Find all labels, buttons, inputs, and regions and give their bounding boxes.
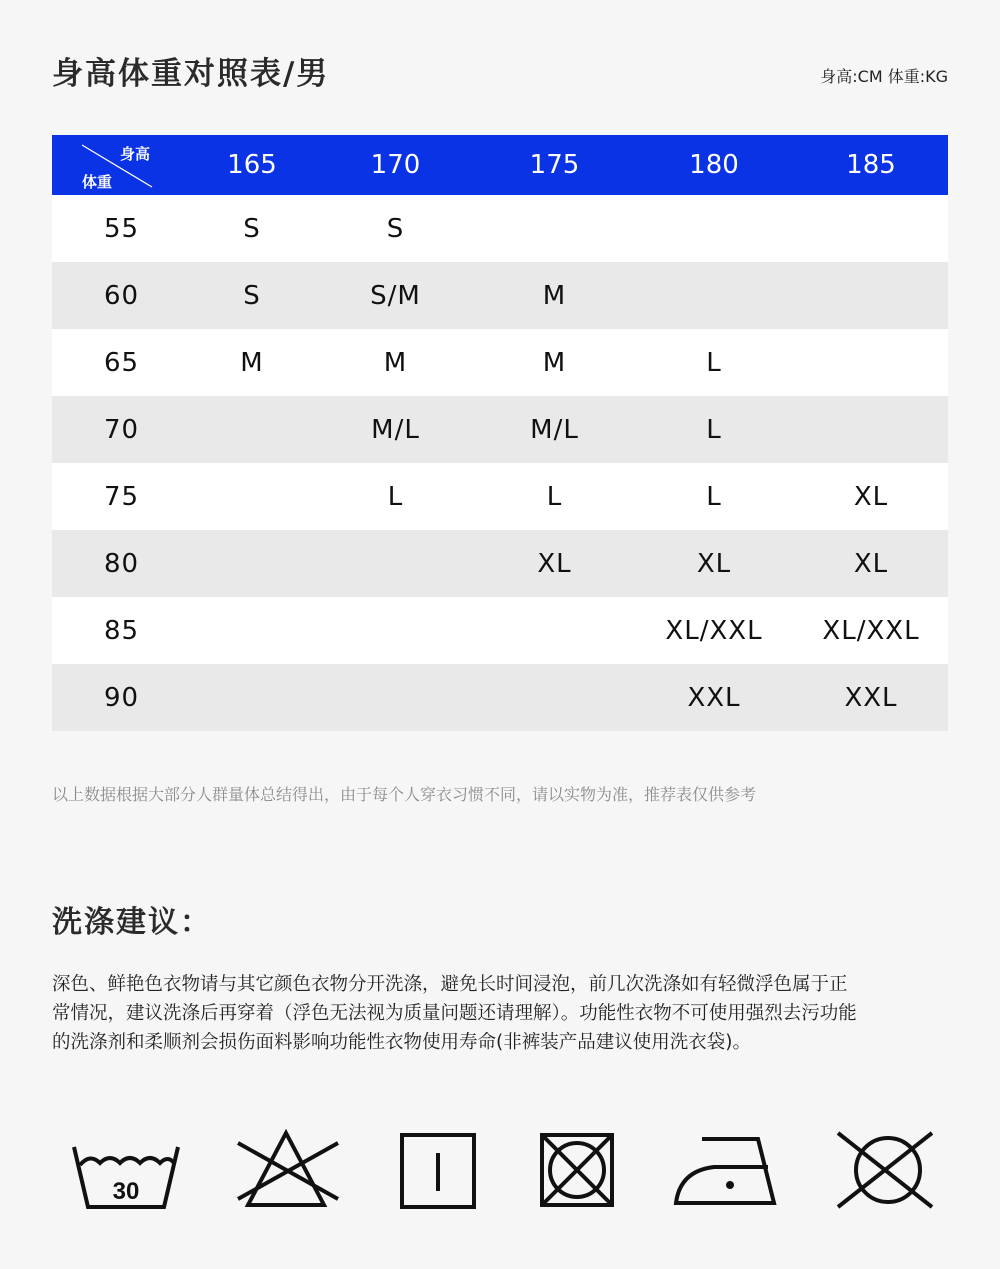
table-row bbox=[52, 195, 948, 262]
size-cell bbox=[188, 530, 316, 597]
care-icons bbox=[52, 1125, 948, 1225]
size-cell: M bbox=[475, 329, 634, 396]
size-cell: L bbox=[634, 396, 794, 463]
height-header: 185 bbox=[794, 135, 948, 195]
size-cell bbox=[794, 329, 948, 396]
washing-text-line: 的洗涤剂和柔顺剂会损伤面料影响功能性衣物使用寿命(非裤装产品建议使用洗衣袋)。 bbox=[52, 1032, 751, 1053]
size-cell bbox=[188, 664, 316, 731]
table-header-row bbox=[52, 135, 948, 195]
wash-30-icon bbox=[70, 1125, 190, 1215]
washing-title: 洗涤建议： bbox=[52, 905, 212, 940]
weight-cell: 55 bbox=[52, 195, 188, 262]
size-cell: XXL bbox=[794, 664, 948, 731]
table-row bbox=[52, 664, 948, 731]
height-header: 180 bbox=[634, 135, 794, 195]
table-row bbox=[52, 396, 948, 463]
no-dry-clean-icon bbox=[828, 1125, 948, 1215]
size-cell: XL bbox=[634, 530, 794, 597]
height-axis-label: 身高 bbox=[120, 145, 151, 163]
size-cell bbox=[634, 262, 794, 329]
table-row bbox=[52, 597, 948, 664]
no-bleach-icon bbox=[232, 1125, 352, 1215]
iron-low-icon bbox=[670, 1125, 790, 1215]
size-cell: S/M bbox=[316, 262, 475, 329]
height-header: 175 bbox=[475, 135, 634, 195]
size-cell: S bbox=[316, 195, 475, 262]
size-cell: M bbox=[475, 262, 634, 329]
size-cell bbox=[475, 195, 634, 262]
size-cell bbox=[188, 597, 316, 664]
washing-text-line: 深色、鲜艳色衣物请与其它颜色衣物分开洗涤，避免长时间浸泡，前几次洗涤如有轻微浮色属于正 bbox=[52, 974, 848, 995]
no-tumble-dry-icon bbox=[518, 1125, 638, 1215]
weight-cell: 90 bbox=[52, 664, 188, 731]
size-cell bbox=[188, 396, 316, 463]
size-cell: L bbox=[475, 463, 634, 530]
size-cell: L bbox=[316, 463, 475, 530]
size-cell bbox=[188, 463, 316, 530]
washing-text bbox=[52, 970, 952, 1057]
washing-text-line: 常情况，建议洗涤后再穿着（浮色无法视为质量问题还请理解）。功能性衣物不可使用强烈去污功能 bbox=[52, 1003, 857, 1024]
size-cell: S bbox=[188, 195, 316, 262]
weight-cell: 80 bbox=[52, 530, 188, 597]
size-cell: XL/XXL bbox=[634, 597, 794, 664]
size-cell bbox=[794, 396, 948, 463]
size-cell bbox=[475, 597, 634, 664]
table-row bbox=[52, 262, 948, 329]
table-row bbox=[52, 463, 948, 530]
wash-temp-label: 30 bbox=[112, 1178, 140, 1205]
size-cell: M bbox=[188, 329, 316, 396]
size-cell: L bbox=[634, 463, 794, 530]
size-cell: XL bbox=[794, 530, 948, 597]
size-cell: XL/XXL bbox=[794, 597, 948, 664]
size-cell bbox=[475, 664, 634, 731]
size-chart-table bbox=[52, 135, 948, 731]
height-header: 165 bbox=[188, 135, 316, 195]
height-header: 170 bbox=[316, 135, 475, 195]
size-cell: XXL bbox=[634, 664, 794, 731]
size-cell bbox=[634, 195, 794, 262]
size-cell: XL bbox=[475, 530, 634, 597]
weight-cell: 75 bbox=[52, 463, 188, 530]
weight-cell: 60 bbox=[52, 262, 188, 329]
size-cell: L bbox=[634, 329, 794, 396]
size-cell bbox=[794, 262, 948, 329]
unit-label: 身高:CM 体重:KG bbox=[820, 67, 948, 86]
table-row bbox=[52, 329, 948, 396]
weight-cell: 85 bbox=[52, 597, 188, 664]
table-row bbox=[52, 530, 948, 597]
size-cell: S bbox=[188, 262, 316, 329]
weight-cell: 65 bbox=[52, 329, 188, 396]
disclaimer-note: 以上数据根据大部分人群量体总结得出，由于每个人穿衣习惯不同，请以实物为准，推荐表仅供参考 bbox=[52, 785, 757, 804]
size-cell: M/L bbox=[316, 396, 475, 463]
line-dry-icon bbox=[380, 1125, 500, 1215]
size-cell bbox=[316, 530, 475, 597]
weight-axis-label: 体重 bbox=[82, 173, 113, 191]
size-cell bbox=[316, 597, 475, 664]
weight-cell: 70 bbox=[52, 396, 188, 463]
corner-cell bbox=[52, 135, 188, 195]
page-title: 身高体重对照表/男 bbox=[52, 56, 330, 92]
size-cell: M/L bbox=[475, 396, 634, 463]
size-cell: XL bbox=[794, 463, 948, 530]
size-cell bbox=[316, 664, 475, 731]
size-cell bbox=[794, 195, 948, 262]
size-cell: M bbox=[316, 329, 475, 396]
